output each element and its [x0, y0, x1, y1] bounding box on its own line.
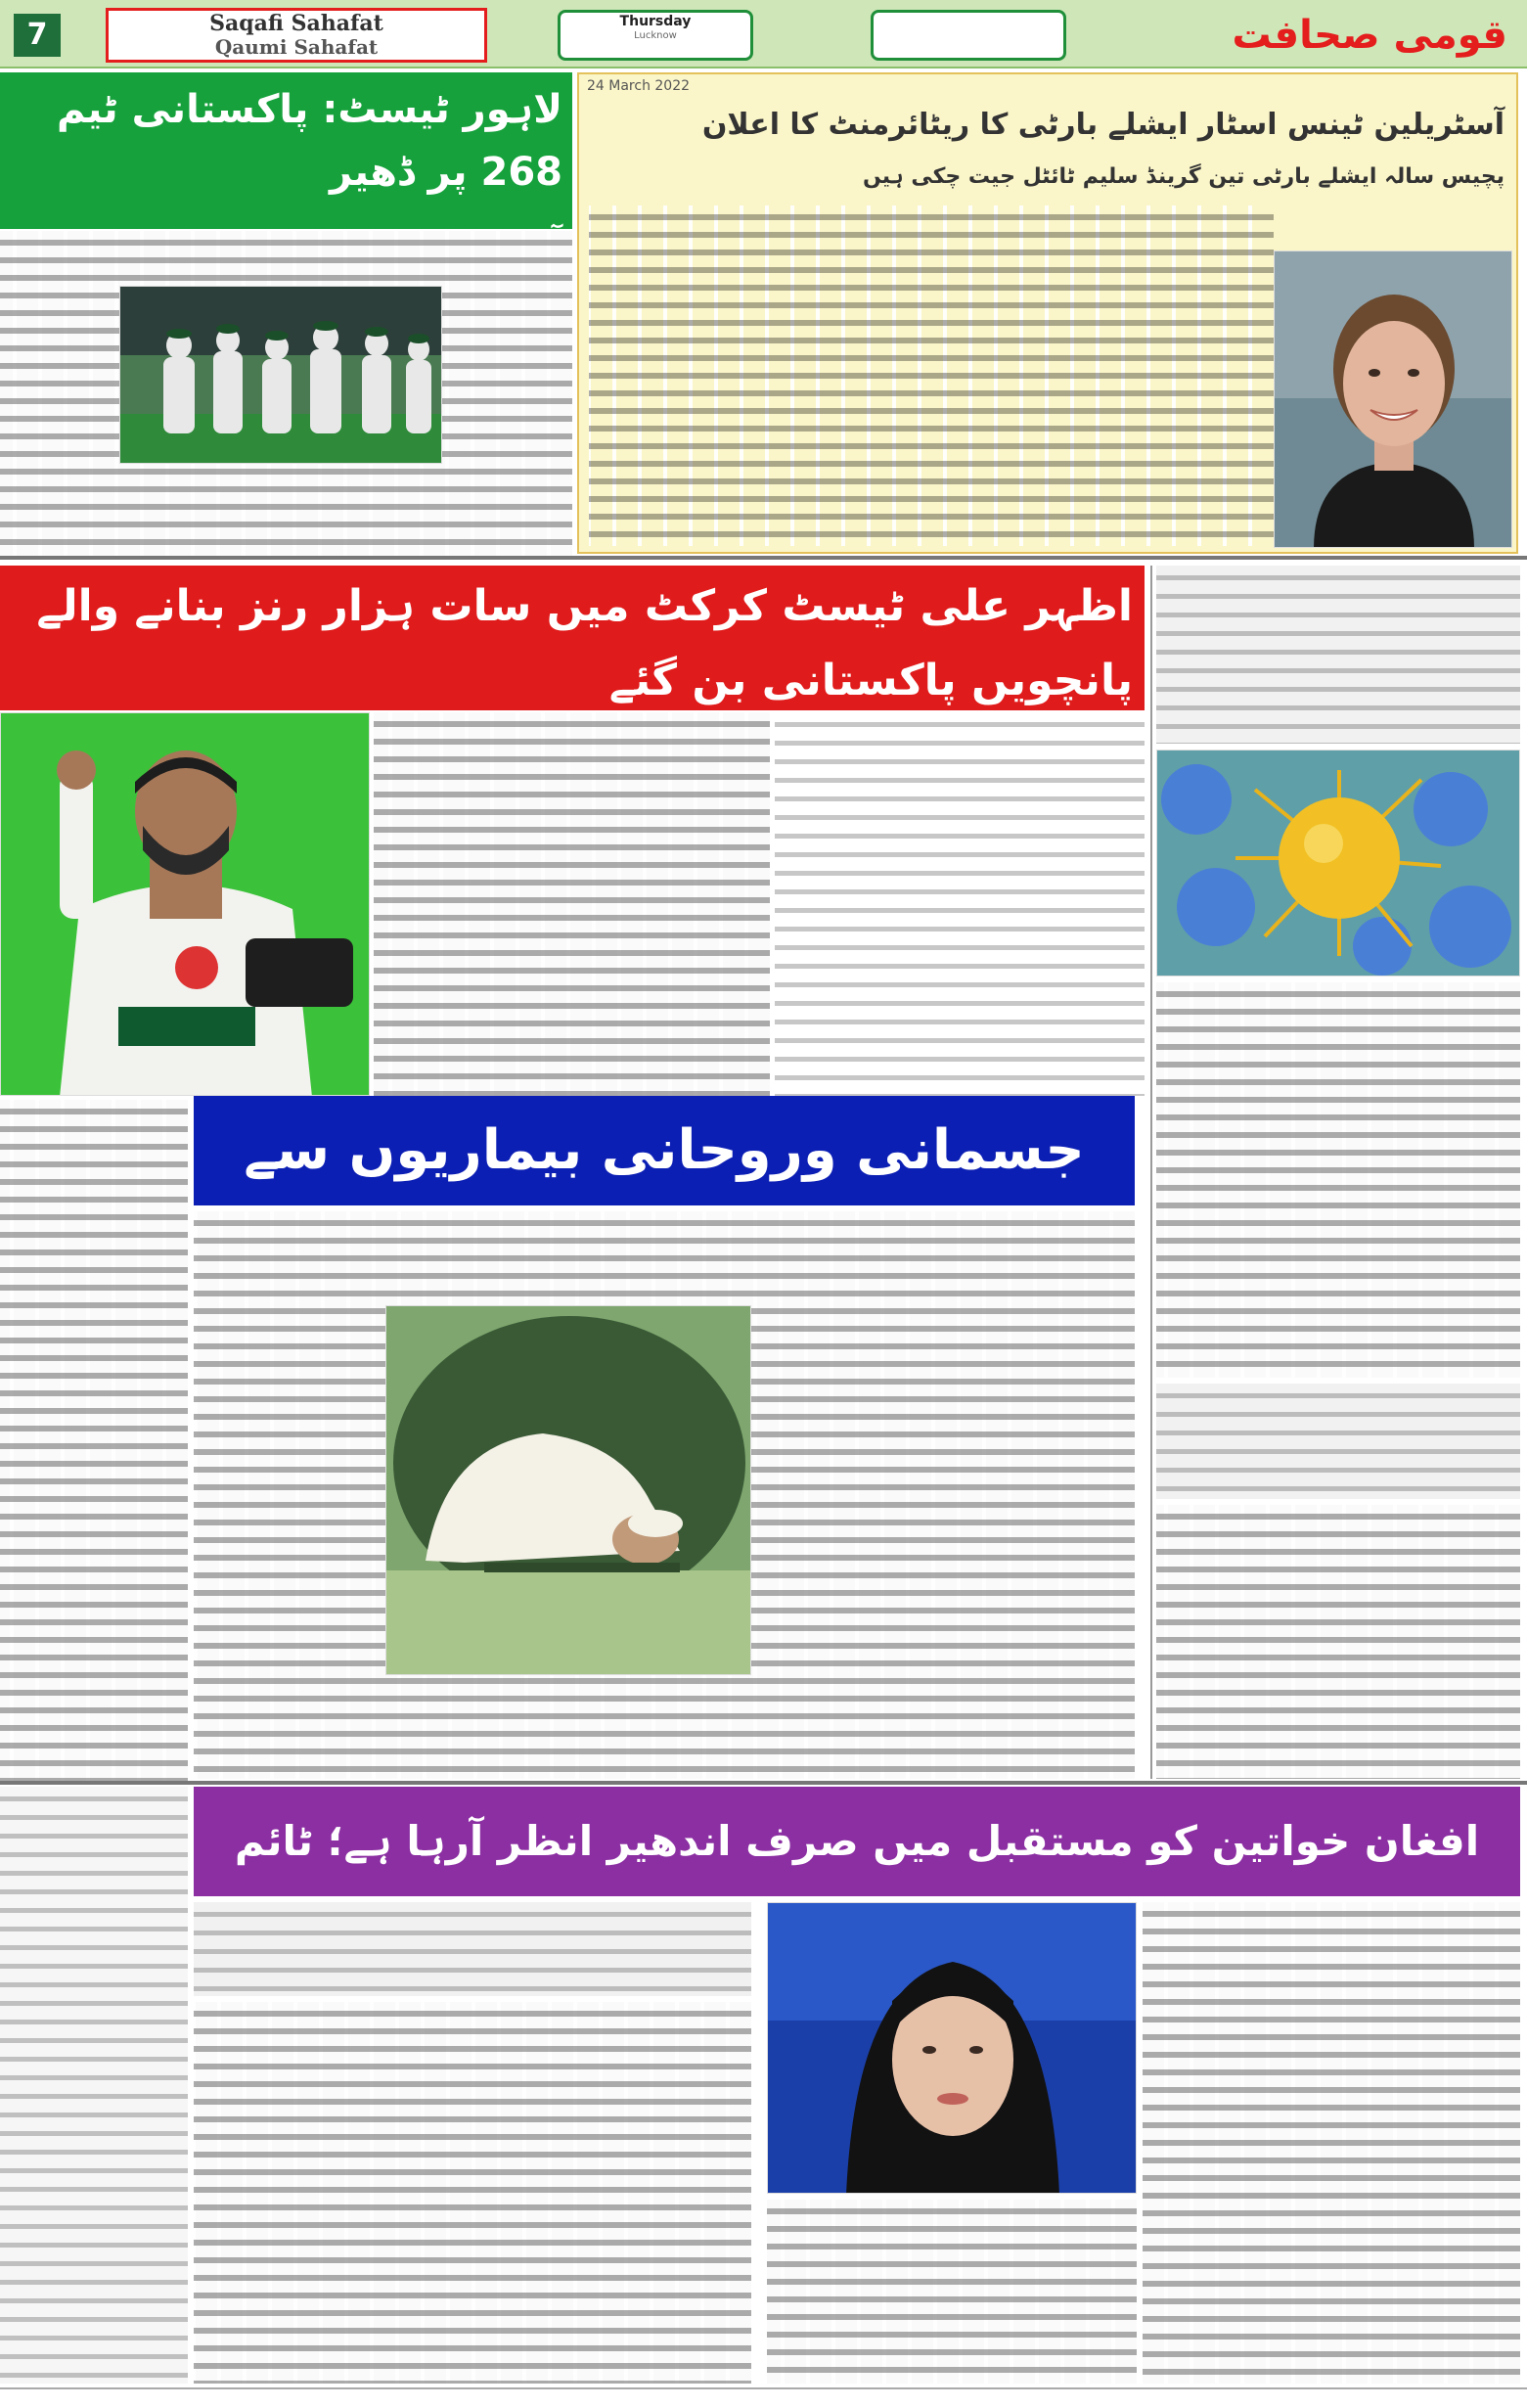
ashleigh-barty-photo [1274, 250, 1512, 548]
left-column-story-2 [0, 1787, 188, 2384]
afghan-story-left-body [194, 2002, 751, 2384]
afghan-subheadline-area [194, 1902, 751, 1996]
newspaper-logo [106, 8, 487, 63]
sports-headline-banner [0, 72, 572, 229]
sidebar-body-2 [1156, 1505, 1520, 1779]
section-title: قومی صحافت [1232, 13, 1507, 58]
tennis-story-body [589, 205, 1274, 546]
health-headline-banner [194, 1096, 1135, 1205]
health-sidebar-headline-area [1156, 566, 1520, 744]
prostration-image [386, 1306, 751, 1675]
left-column-story [0, 1100, 188, 1781]
cricket-team-photo [119, 286, 442, 464]
story-column [775, 712, 1145, 1096]
tennis-story-date: 24 March 2022 [587, 78, 691, 94]
batsman-image [1, 713, 370, 1096]
section-divider [0, 556, 1527, 560]
tennis-subheadline: پچیس سالہ ایشلے بارٹی تین گرینڈ سلیم ٹائٹل جیت چکی ہیں [862, 164, 1505, 189]
section-divider-2 [0, 1781, 1527, 1785]
cancer-cell-photo [1156, 750, 1520, 977]
page-number: 7 [14, 14, 61, 57]
afghan-headline-banner [194, 1787, 1520, 1896]
afghan-headline: افغان خواتین کو مستقبل میں صرف اندھیر انظر آرہا ہے؛ ٹائم [234, 1817, 1480, 1865]
date-box [871, 10, 1066, 61]
day-box-bottom: Lucknow [634, 30, 677, 41]
journalist-image [768, 1903, 1137, 2194]
afghan-story-middle-body [767, 2200, 1137, 2384]
sidebar-headline-area-2 [1156, 1384, 1520, 1499]
afghan-story-right-body [1143, 1902, 1520, 2384]
page-footer [0, 2387, 1527, 2408]
azhar-headline-banner [0, 566, 1145, 710]
day-name: Thursday [619, 14, 692, 29]
day-box [558, 10, 753, 61]
cell-illustration [1157, 750, 1520, 977]
logo-line-2: Qaumi Sahafat [214, 35, 379, 59]
zahra-joya-photo [767, 1902, 1137, 2194]
tennis-headline: آسٹریلین ٹینس اسٹار ایشلے بارٹی کا ریٹائرمنٹ کا اعلان [701, 108, 1505, 142]
column-rule [1150, 566, 1152, 1779]
logo-line-1: Saqafi Sahafat [209, 11, 383, 36]
sports-headline: لاہور ٹیسٹ: پاکستانی ٹیم 268 پر ڈھیر [56, 87, 562, 195]
prayer-photo [385, 1305, 751, 1675]
azhar-ali-photo [0, 712, 370, 1096]
azhar-headline: اظہر علی ٹیسٹ کرکٹ میں سات ہزار رنز بنانے والے پانچویں پاکستانی بن گئے [36, 581, 1133, 705]
health-headline: جسمانی وروحانی بیماریوں سے [244, 1118, 1085, 1182]
health-sidebar-body [1156, 982, 1520, 1378]
portrait-image [1275, 251, 1512, 548]
cricket-team-image [120, 287, 442, 464]
azhar-story-body [374, 712, 770, 1096]
